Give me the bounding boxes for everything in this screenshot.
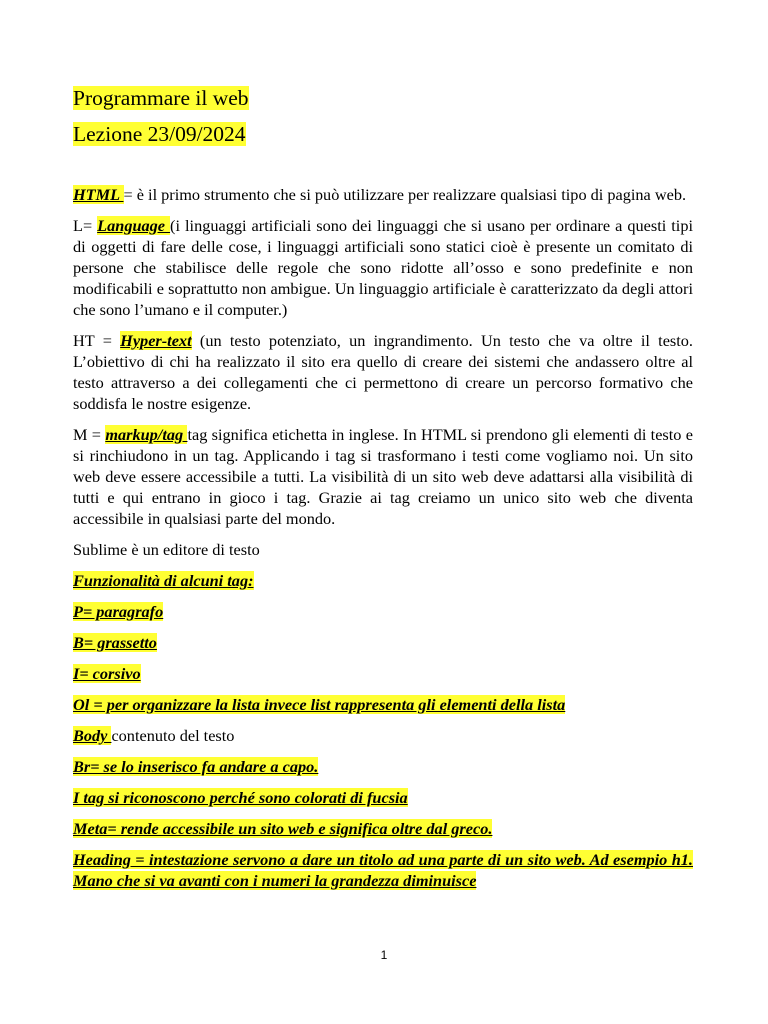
term-body: Body: [73, 726, 112, 745]
item-fucsia: [73, 787, 693, 808]
item-ol-tag: [73, 694, 693, 715]
item-i-tag: [73, 663, 693, 684]
lesson-date: [73, 120, 693, 148]
item-b-tag: [73, 632, 693, 653]
item-body-tag-text: contenuto del testo: [111, 726, 235, 745]
item-i-tag-text: I= corsivo: [73, 664, 141, 683]
item-heading-tag-text: Heading = intestazione servono a dare un titolo ad una parte di un sito web. Ad esempio h1. Mano che si va avanti con i numeri la grandezza diminuisce: [73, 850, 693, 890]
paragraph-language: [73, 215, 693, 320]
document-title: [73, 84, 693, 112]
paragraph-markup: [73, 424, 693, 529]
paragraph-language-prefix: L=: [73, 216, 98, 235]
paragraph-html-text: = è il primo strumento che si può utilizzare per realizzare qualsiasi tipo di pagina web.: [123, 185, 687, 204]
page-number: 1: [380, 948, 388, 962]
paragraph-hypertext-text: (un testo potenziato, un ingrandimento. Un testo che va oltre il testo. L’obiettivo di chi ha realizzato il sito era quello di creare dei sistemi che andassero oltre al testo attraverso a dei collegamenti che ci permettono di creare un percorso formativo che soddisfa le nostre esigenze.: [73, 331, 694, 413]
item-ol-tag-text: Ol = per organizzare la lista invece list rappresenta gli elementi della lista: [73, 695, 566, 714]
heading-funzionalita: [73, 570, 693, 591]
paragraph-markup-prefix: M =: [73, 425, 106, 444]
heading-funzionalita-text: Funzionalità di alcuni tag:: [73, 571, 254, 590]
lesson-date-text: Lezione 23/09/2024: [73, 122, 246, 146]
paragraph-hypertext-prefix: HT =: [73, 331, 121, 350]
paragraph-markup-text: tag significa etichetta in inglese. In HTML si prendono gli elementi di testo e si rinchiudono in un tag. Applicando i tag si trasformano i testi come vogliamo noi. Un sito web deve essere accessibile a tutti. La visibilità di un sito web deve adattarsi alla visibilità di tutti e qui entrano in gioco i tag. Grazie ai tag creiamo un unico sito web che diventa accessibile in qualsiasi parte del mondo.: [73, 425, 693, 528]
item-b-tag-text: B= grassetto: [73, 633, 157, 652]
term-html: HTML: [73, 185, 124, 204]
paragraph-language-text: (i linguaggi artificiali sono dei linguaggi che si usano per ordinare a questi tipi di oggetti di fare delle cose, i linguaggi artificiali sono statici cioè è presente un comitato di persone che stabilisce delle regole che sono ridotte all’osso e sono predefinite e non modificabili e soprattutto non ambigue. Un linguaggio artificiale è caratterizzato da degli attori che sono l’umano e il computer.): [73, 216, 693, 319]
item-p-tag: [73, 601, 693, 622]
document-title-text: Programmare il web: [73, 86, 249, 110]
term-markup: markup/tag: [105, 425, 188, 444]
item-br-tag: [73, 756, 693, 777]
term-language: Language: [97, 216, 171, 235]
item-meta-tag: [73, 818, 693, 839]
item-p-tag-text: P= paragrafo: [73, 602, 164, 621]
document-page: [73, 84, 693, 901]
paragraph-sublime: Sublime è un editore di testo: [73, 540, 260, 559]
item-br-tag-text: Br= se lo inserisco fa andare a capo.: [73, 757, 319, 776]
item-fucsia-text: I tag si riconoscono perché sono colorati di fucsia: [73, 788, 408, 807]
paragraph-hypertext: [73, 330, 693, 414]
term-hypertext: Hyper-text: [120, 331, 192, 350]
item-heading-tag: [73, 849, 693, 891]
item-body-tag: [73, 725, 693, 746]
paragraph-html: [73, 184, 693, 205]
item-meta-tag-text: Meta= rende accessibile un sito web e significa oltre dal greco.: [73, 819, 493, 838]
